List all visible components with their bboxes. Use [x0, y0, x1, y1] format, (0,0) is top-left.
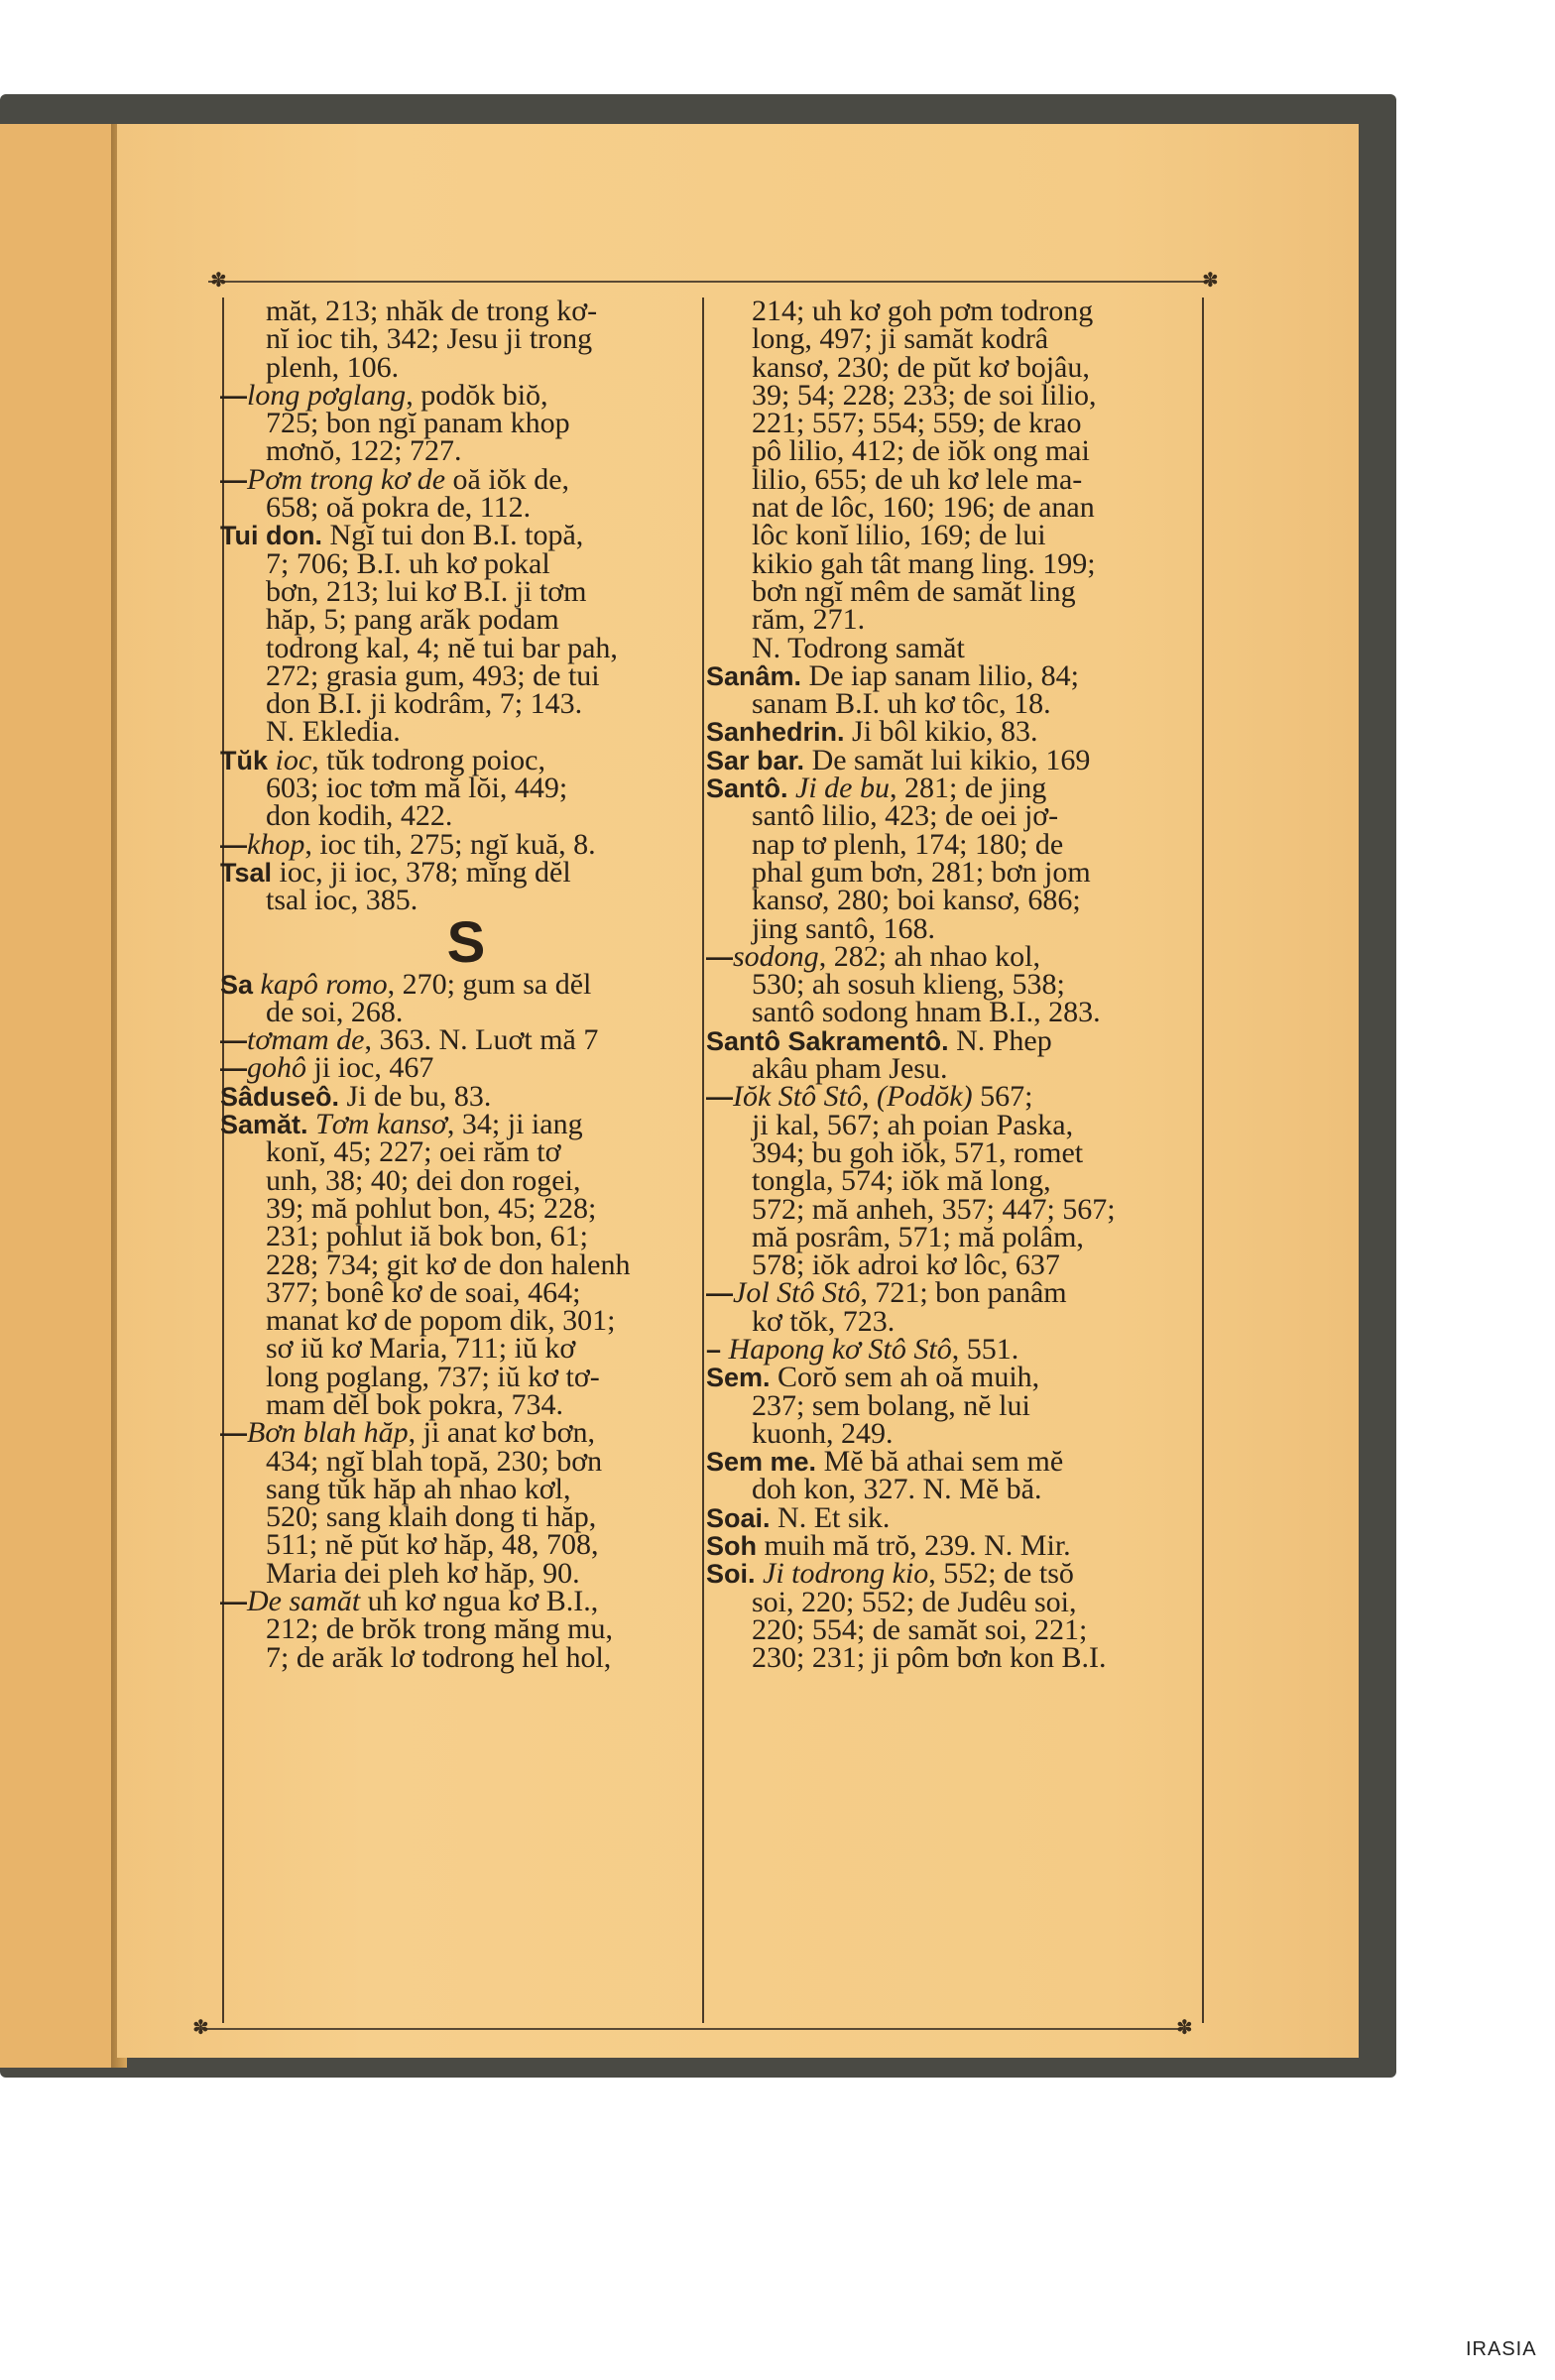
- entry-headword: Samăt.: [220, 1110, 308, 1140]
- entry-text: 725; bon ngĭ panam khop: [266, 407, 570, 440]
- entry-text: De iap sanam lilio, 84;: [801, 658, 1079, 692]
- index-line: [706, 715, 1198, 749]
- index-line: [706, 827, 1198, 861]
- entry-text: N. Phep: [948, 1023, 1052, 1057]
- index-line: [220, 519, 712, 552]
- index-line: [706, 434, 1198, 468]
- bottom-rule: [198, 2028, 1190, 2030]
- index-line: [706, 1612, 1198, 1646]
- index-line: [220, 407, 712, 440]
- index-line: [220, 1079, 712, 1113]
- entry-text: 511; nĕ pŭt kơ hăp, 48, 708,: [266, 1528, 599, 1562]
- entry-text: 220; 554; de samăt soi, 221;: [752, 1612, 1088, 1646]
- entry-text: doh kon, 327. N. Mĕ bă.: [752, 1473, 1042, 1506]
- entry-text: , 281; de jing: [889, 772, 1047, 805]
- index-line: [220, 1163, 712, 1197]
- index-line: [220, 799, 712, 833]
- index-line: [220, 995, 712, 1028]
- entry-italic: tơmam de: [247, 1023, 365, 1057]
- index-line: [706, 1529, 1198, 1563]
- index-line: [220, 1108, 712, 1141]
- entry-headword: Tui don.: [220, 521, 322, 551]
- entry-text: , 552; de tsŏ: [928, 1557, 1074, 1591]
- entry-italic: Iŏk Stô Stô, (Podŏk): [733, 1080, 973, 1114]
- entry-headword: Tsal: [220, 857, 273, 888]
- entry-text: 39; mă pohlut bon, 45; 228;: [266, 1191, 597, 1225]
- entry-text: sanam B.I. uh kơ tôc, 18.: [752, 687, 1051, 721]
- index-line: [220, 1556, 712, 1590]
- entry-headword: —: [220, 380, 247, 411]
- entry-text: don kodih, 422.: [266, 799, 453, 833]
- entry-text: 394; bu goh iŏk, 571, romet: [752, 1135, 1084, 1169]
- left-page-edge: [0, 124, 119, 2068]
- index-line: [706, 1023, 1198, 1057]
- entry-text: 212; de brŏk trong măng mu,: [266, 1612, 613, 1646]
- entry-text: santô lilio, 423; de oei jơ-: [752, 799, 1059, 833]
- entry-text: ioc, ji ioc, 378; mĭng dĕl: [272, 855, 571, 889]
- entry-text: kikio gah tât mang ling. 199;: [752, 546, 1096, 580]
- entry-text: Ngĭ tui don B.I. topă,: [321, 519, 584, 552]
- entry-headword: —: [220, 1587, 247, 1617]
- entry-text: pô lilio, 412; de iŏk ong mai: [752, 434, 1090, 468]
- entry-text: 434; ngĭ blah topă, 230; bơn: [266, 1444, 603, 1478]
- entry-headword: Sar bar.: [706, 745, 805, 775]
- entry-headword: Sa: [220, 969, 254, 1000]
- entry-text: akâu pham Jesu.: [752, 1052, 948, 1086]
- index-line: [706, 939, 1198, 973]
- index-line: [706, 855, 1198, 889]
- index-column-left: [220, 295, 712, 1674]
- entry-text: sơ iŭ kơ Maria, 711; iŭ kơ: [266, 1332, 576, 1366]
- index-line: [220, 827, 712, 861]
- entry-text: 520; sang klaih dong ti hăp,: [266, 1500, 597, 1534]
- index-line: [220, 658, 712, 692]
- index-column-right: [706, 295, 1198, 1675]
- entry-headword: —: [706, 1278, 733, 1309]
- entry-headword: Sanhedrin.: [706, 717, 845, 748]
- entry-text: de soi, 268.: [266, 995, 404, 1028]
- entry-headword: Sâduseô.: [220, 1081, 340, 1112]
- entry-text: muih mă trŏ, 239. N. Mir.: [757, 1529, 1071, 1563]
- entry-headword: —: [220, 1053, 247, 1084]
- index-line: [706, 1135, 1198, 1169]
- entry-text: Ji de bu, 83.: [339, 1079, 492, 1113]
- index-line: [220, 687, 712, 721]
- index-line: [706, 658, 1198, 692]
- index-line: [706, 1585, 1198, 1618]
- entry-text: sang tŭk hăp ah nhao kơl,: [266, 1472, 571, 1505]
- entry-text: , 721; bon panâm: [860, 1276, 1067, 1310]
- entry-text: lilio, 655; de uh kơ lele ma-: [752, 462, 1083, 496]
- entry-text: 603; ioc tơm mă lŏi, 449;: [266, 772, 568, 805]
- entry-headword: Sanâm.: [706, 660, 802, 691]
- index-line: [706, 546, 1198, 580]
- index-line: [220, 1360, 712, 1393]
- entry-text: tongla, 574; iŏk mă long,: [752, 1164, 1051, 1198]
- index-line: [220, 322, 712, 356]
- index-line: [706, 911, 1198, 945]
- entry-text: , podŏk biŏ,: [406, 378, 548, 412]
- entry-text: , 282; ah nhao kol,: [818, 939, 1040, 973]
- entry-headword: Soi.: [706, 1559, 756, 1590]
- entry-italic: sodong: [733, 939, 819, 973]
- entry-italic: gohô: [247, 1051, 306, 1085]
- index-line: [706, 407, 1198, 440]
- entry-text: kansơ, 230; de pŭt kơ bojâu,: [752, 350, 1090, 384]
- entry-text: , 34; ji iang: [446, 1108, 583, 1141]
- top-left-ornament-icon: ✽: [210, 268, 227, 292]
- entry-text: oă iŏk de,: [445, 462, 570, 496]
- entry-italic: Bơn blah hăp: [247, 1416, 409, 1450]
- entry-text: 237; sem bolang, nĕ lui: [752, 1388, 1030, 1422]
- index-line: [706, 1192, 1198, 1226]
- index-line: [706, 1473, 1198, 1506]
- entry-text: Mĕ bă athai sem mĕ: [816, 1445, 1064, 1479]
- entry-text: 572; mă anheh, 357; 447; 567;: [752, 1192, 1116, 1226]
- entry-text: nat de lôc, 160; 196; de anan: [752, 491, 1095, 525]
- index-line: [220, 1416, 712, 1450]
- index-line: [220, 1528, 712, 1562]
- entry-text: plenh, 106.: [266, 350, 400, 384]
- entry-text: ji kal, 567; ah poian Paska,: [752, 1108, 1074, 1141]
- entry-text: mă posrâm, 571; mă polâm,: [752, 1220, 1084, 1253]
- entry-text: 39; 54; 228; 233; de soi lilio,: [752, 378, 1097, 412]
- index-line: [220, 350, 712, 384]
- index-line: [220, 378, 712, 412]
- entry-text: bơn ngĭ mêm de samăt ling: [752, 574, 1076, 608]
- entry-headword: Sem me.: [706, 1447, 817, 1478]
- index-line: [706, 1445, 1198, 1479]
- entry-italic: long pơglang: [247, 378, 407, 412]
- index-line: [706, 772, 1198, 805]
- entry-text: bơn, 213; lui kơ B.I. ji tơm: [266, 574, 587, 608]
- index-line: [220, 603, 712, 637]
- index-line: [220, 546, 712, 580]
- index-line: [706, 743, 1198, 776]
- index-line: [706, 1304, 1198, 1338]
- index-line: [220, 1220, 712, 1253]
- entry-headword: Sem.: [706, 1363, 771, 1393]
- entry-headword: —: [706, 941, 733, 972]
- entry-text: 230; 231; ji pôm bơn kon B.I.: [752, 1641, 1107, 1675]
- index-line: [220, 1500, 712, 1534]
- entry-text: tsal ioc, 385.: [266, 884, 419, 917]
- entry-text: , 551.: [951, 1332, 1019, 1366]
- index-line: [220, 772, 712, 805]
- index-line: [220, 1248, 712, 1281]
- entry-text: todrong kal, 4; nĕ tui bar pah,: [266, 631, 618, 664]
- index-line: [220, 855, 712, 889]
- index-line: [706, 1108, 1198, 1141]
- index-line: [706, 1641, 1198, 1675]
- entry-headword: Soai.: [706, 1502, 771, 1533]
- entry-text: 221; 557; 554; 559; de krao: [752, 407, 1082, 440]
- entry-text: De samăt lui kikio, 169: [804, 743, 1091, 776]
- index-line: [220, 1023, 712, 1057]
- entry-text: konĭ, 45; 227; oei răm tơ: [266, 1135, 561, 1169]
- index-line: [220, 967, 712, 1001]
- top-rule: [208, 281, 1216, 283]
- index-line: [220, 1444, 712, 1478]
- entry-headword: Tŭk: [220, 745, 269, 775]
- index-line: [706, 1557, 1198, 1591]
- entry-text: 7; de arăk lơ todrong hel hol,: [266, 1640, 612, 1674]
- entry-text: nap tơ plenh, 174; 180; de: [752, 827, 1064, 861]
- index-line: [706, 603, 1198, 637]
- index-line: [706, 1249, 1198, 1282]
- index-line: [220, 1304, 712, 1338]
- index-line: [220, 1387, 712, 1421]
- index-line: [220, 1051, 712, 1085]
- entry-text: 578; iŏk adroi kơ lôc, 637: [752, 1249, 1060, 1282]
- entry-text: don B.I. ji kodrâm, 7; 143.: [266, 687, 583, 721]
- entry-italic: Pơm trong kơ de: [247, 462, 446, 496]
- index-line: [220, 1332, 712, 1366]
- entry-text: 7; 706; B.I. uh kơ pokal: [266, 546, 550, 580]
- entry-text: mam dĕl bok pokra, 734.: [266, 1387, 563, 1421]
- index-line: [220, 1275, 712, 1309]
- entry-headword: —: [220, 829, 247, 860]
- entry-text: , 363. N. Luơt mă 7: [364, 1023, 599, 1057]
- entry-headword: —: [706, 1082, 733, 1113]
- entry-headword: Santô.: [706, 774, 788, 804]
- entry-text: kơ tŏk, 723.: [752, 1304, 896, 1338]
- index-line: [220, 743, 712, 776]
- bottom-left-ornament-icon: ✽: [192, 2015, 209, 2039]
- entry-text: soi, 220; 552; de Judêu soi,: [752, 1585, 1077, 1618]
- entry-text: N. Todrong samăt: [752, 631, 965, 664]
- index-line: [706, 1388, 1198, 1422]
- entry-text: 228; 734; git kơ de don halenh: [266, 1248, 631, 1281]
- entry-italic: khop: [247, 827, 305, 861]
- entry-text: lôc konĭ lilio, 169; de lui: [752, 519, 1046, 552]
- entry-text: Maria dei pleh kơ hăp, 90.: [266, 1556, 580, 1590]
- index-line: [220, 574, 712, 608]
- entry-italic: kapô romo: [253, 967, 388, 1001]
- entry-headword: Santô Sakramentô.: [706, 1025, 949, 1056]
- index-line: [220, 295, 712, 327]
- index-line: [706, 1416, 1198, 1450]
- entry-text: mơnŏ, 122; 727.: [266, 434, 462, 468]
- index-line: [706, 1080, 1198, 1114]
- entry-headword: —: [220, 464, 247, 495]
- entry-text: unh, 38; 40; dei don rogei,: [266, 1163, 581, 1197]
- index-line: [220, 1612, 712, 1646]
- entry-text: phal gum bơn, 281; bơn jom: [752, 855, 1091, 889]
- entry-text: 231; pohlut iă bok bon, 61;: [266, 1220, 588, 1253]
- entry-text: long poglang, 737; iŭ kơ tơ-: [266, 1360, 600, 1393]
- index-line: [220, 491, 712, 525]
- entry-italic: ioc: [268, 743, 312, 776]
- top-right-ornament-icon: ✽: [1202, 268, 1219, 292]
- entry-text: hăp, 5; pang arăk podam: [266, 603, 559, 637]
- index-line: [220, 631, 712, 664]
- entry-italic: De samăt: [247, 1585, 361, 1618]
- entry-text: kansơ, 280; boi kansơ, 686;: [752, 884, 1081, 917]
- entry-italic: Ji todrong kio: [755, 1557, 929, 1591]
- entry-text: uh kơ ngua kơ B.I.,: [360, 1585, 599, 1618]
- entry-headword: —: [220, 1418, 247, 1449]
- entry-headword: –: [706, 1334, 729, 1365]
- index-line: [706, 1276, 1198, 1310]
- index-line: [706, 295, 1198, 327]
- index-line: [220, 462, 712, 496]
- index-line: [706, 1220, 1198, 1253]
- entry-text: , 270; gum sa dĕl: [387, 967, 592, 1001]
- index-line: [706, 1052, 1198, 1086]
- entry-text: ji ioc, 467: [306, 1051, 434, 1085]
- index-line: [220, 1135, 712, 1169]
- entry-text: 377; bonê kơ de soai, 464;: [266, 1275, 581, 1309]
- entry-text: N. Ekledia.: [266, 715, 401, 749]
- index-line: [706, 884, 1198, 917]
- index-line: [220, 1191, 712, 1225]
- entry-text: măt, 213; nhăk de trong kơ-: [266, 295, 598, 327]
- entry-text: manat kơ de popom dik, 301;: [266, 1304, 616, 1338]
- index-line: [706, 462, 1198, 496]
- index-line: [706, 968, 1198, 1002]
- index-line: [706, 687, 1198, 721]
- watermark-stamp: IRASIA: [1466, 2338, 1537, 2360]
- index-line: [706, 574, 1198, 608]
- index-line: [220, 1640, 712, 1674]
- index-line: [706, 1332, 1198, 1366]
- section-letter: S: [446, 909, 486, 975]
- right-border-line: [1202, 298, 1204, 2023]
- index-line: [706, 491, 1198, 525]
- index-line: [220, 434, 712, 468]
- entry-headword: Soh: [706, 1531, 757, 1562]
- entry-text: 567;: [972, 1080, 1033, 1114]
- entry-text: 214; uh kơ goh pơm todrong: [752, 295, 1094, 327]
- entry-text: santô sodong hnam B.I., 283.: [752, 996, 1101, 1029]
- entry-text: , ioc tih, 275; ngĭ kuă, 8.: [304, 827, 596, 861]
- index-line: [706, 1361, 1198, 1394]
- entry-italic: Hapong kơ Stô Stô: [728, 1332, 952, 1366]
- index-line: [706, 322, 1198, 356]
- index-line: [706, 1164, 1198, 1198]
- entry-text: long, 497; ji samăt kodrâ: [752, 322, 1049, 356]
- index-line: [706, 1500, 1198, 1534]
- entry-text: 272; grasia gum, 493; de tui: [266, 658, 600, 692]
- entry-text: , ji anat kơ bơn,: [408, 1416, 596, 1450]
- entry-text: jing santô, 168.: [752, 911, 935, 945]
- index-line: [220, 1472, 712, 1505]
- index-line: [706, 350, 1198, 384]
- entry-text: , tŭk todrong poioc,: [311, 743, 545, 776]
- entry-text: Ji bôl kikio, 83.: [844, 715, 1038, 749]
- index-line: [220, 715, 712, 749]
- index-line: [706, 996, 1198, 1029]
- entry-text: 530; ah sosuh klieng, 538;: [752, 968, 1065, 1002]
- index-line: [706, 799, 1198, 833]
- entry-italic: Tơm kansơ: [307, 1108, 447, 1141]
- entry-text: 658; oă pokra de, 112.: [266, 491, 532, 525]
- entry-text: nĭ ioc tih, 342; Jesu ji trong: [266, 322, 593, 356]
- index-line: [220, 1585, 712, 1618]
- entry-italic: Jol Stô Stô: [733, 1276, 861, 1310]
- entry-text: Corŏ sem ah oă muih,: [770, 1361, 1040, 1394]
- entry-headword: —: [220, 1025, 247, 1056]
- index-line: [706, 631, 1198, 664]
- index-line: [706, 378, 1198, 412]
- index-line: [706, 519, 1198, 552]
- entry-text: N. Et sik.: [770, 1500, 891, 1534]
- entry-italic: Ji de bu: [787, 772, 890, 805]
- bottom-right-ornament-icon: ✽: [1176, 2015, 1193, 2039]
- entry-text: răm, 271.: [752, 603, 866, 637]
- entry-text: kuonh, 249.: [752, 1416, 894, 1450]
